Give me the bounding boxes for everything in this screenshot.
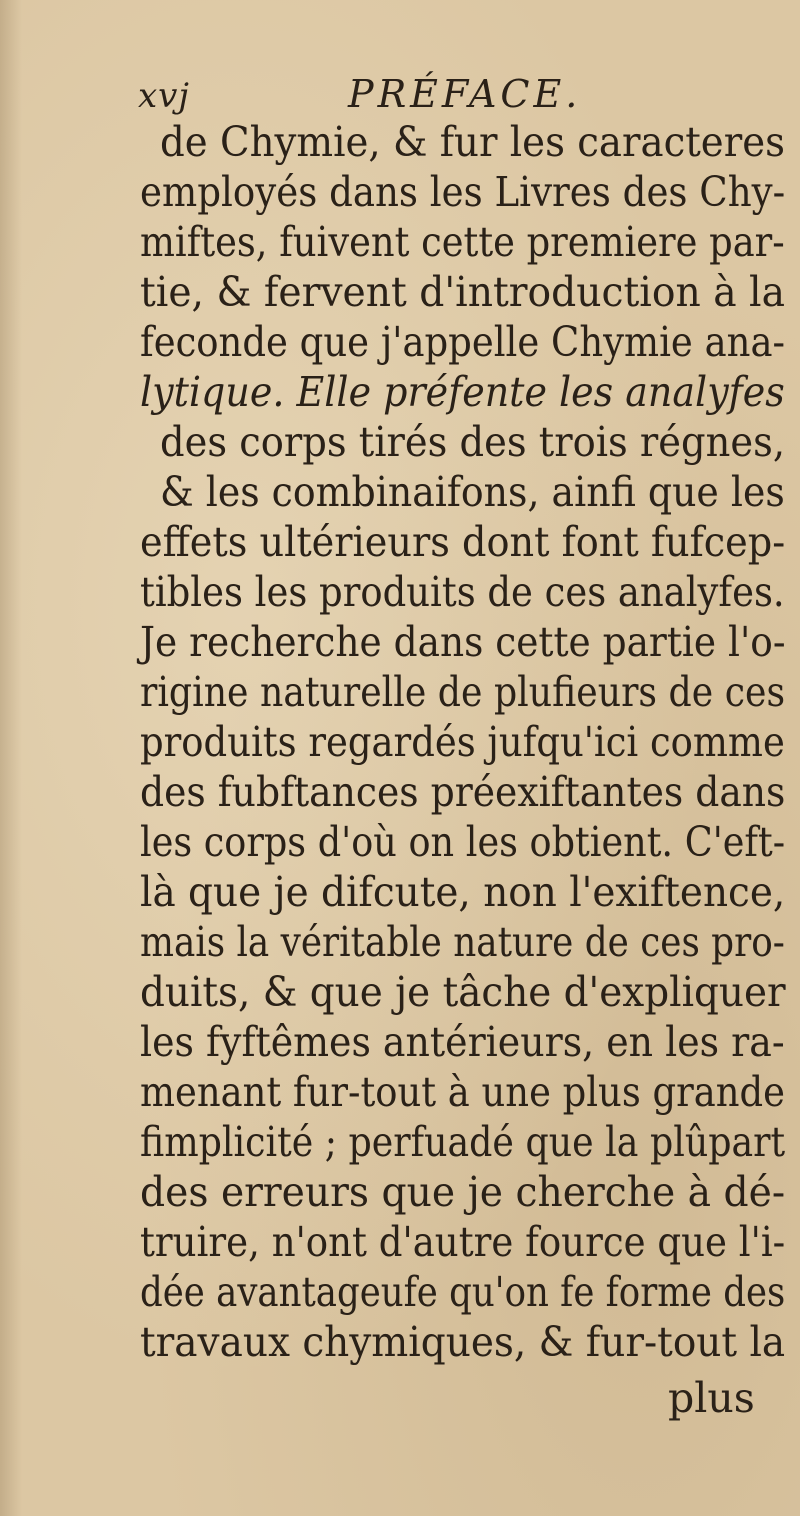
text-line: tie, & fervent d'introduction à la [140,268,786,316]
text-line: employés dans les Livres des Chy- [140,168,786,216]
text-line: dée avantageufe qu'on fe forme des [140,1268,786,1316]
text-line: & les combinaifons, ainfi que les [160,468,785,516]
text-line: de Chymie, & fur les caracteres [160,118,785,166]
text-line: des erreurs que je cherche à dé- [140,1168,786,1216]
text-line: miftes, fuivent cette premiere par- [140,218,785,266]
text-line: des fubftances préexiftantes dans [140,768,786,816]
text-line: les corps d'où on les obtient. C'eft- [140,818,786,866]
text-line: mais la véritable nature de ces pro- [140,918,785,966]
text-line: rigine naturelle de plufieurs de ces [140,668,786,716]
running-title: PRÉFACE. [348,72,582,116]
page-number: xvj [138,76,190,116]
text-line: les fyftêmes antérieurs, en les ra- [140,1018,785,1066]
text-line: travaux chymiques, & fur-tout la [140,1318,786,1366]
text-line: feconde que j'appelle Chymie ana- [140,318,785,366]
page-fold-shadow [0,0,22,1516]
text-line: lytique. Elle préfente les analyfes [140,368,785,416]
catchword: plus [668,1374,755,1422]
text-line: fimplicité ; perfuadé que la plûpart [140,1118,786,1166]
text-line: des corps tirés des trois régnes, [160,418,786,466]
text-line: menant fur-tout à une plus grande [140,1068,785,1116]
text-line: là que je difcute, non l'exiftence, [140,868,786,916]
text-line: produits regardés jufqu'ici comme [140,718,785,766]
text-line: duits, & que je tâche d'expliquer [140,968,786,1016]
text-line: truire, n'ont d'autre fource que l'i- [140,1218,786,1266]
text-line: Je recherche dans cette partie l'o- [140,618,786,666]
text-line: effets ultérieurs dont font fufcep- [140,518,786,566]
text-line: tibles les produits de ces analyfes. [140,568,785,616]
page-header [138,72,658,122]
